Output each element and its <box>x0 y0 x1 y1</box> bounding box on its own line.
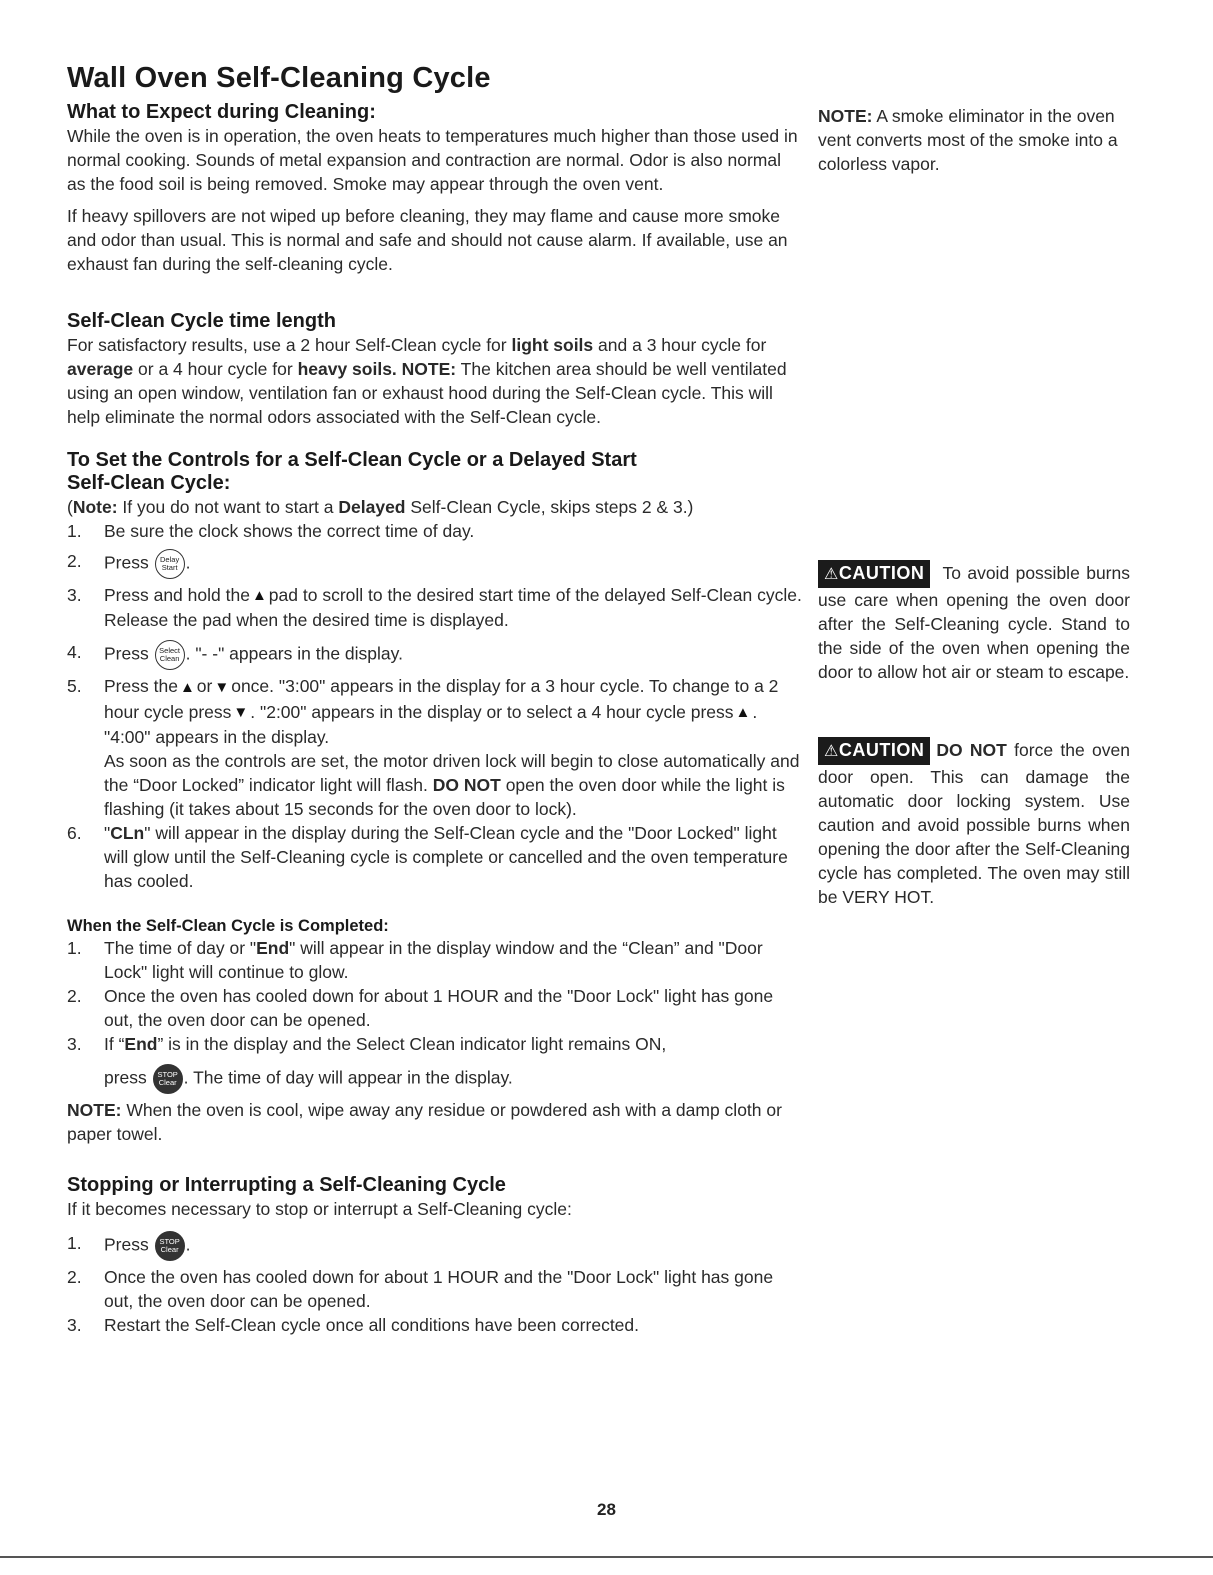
stop-clear-button-icon: STOP Clear <box>155 1231 185 1261</box>
down-arrow-icon: ▼ <box>233 704 249 722</box>
list-item: 2. Once the oven has cooled down for about 1 HOUR and the "Door Lock" light has gone out, the oven door can be opened. <box>67 1267 774 1312</box>
set-steps-list <box>67 519 802 893</box>
caution-box-2: ⚠CAUTION DO NOT force the oven door open. This can damage the automatic door locking system. Use caution and avoid possible burns when opening the door after the Self-Cleaning cycle has completed. The oven may still be VERY HOT. <box>818 737 1130 909</box>
up-arrow-icon: ▲ <box>251 587 267 605</box>
list-item: 5. Press the ▲ or ▼ once. "3:00" appears in the display for a 3 hour cycle. To change to a 2 hour cycle press ▼ . "2:00" appears in the display or to select a 4 hour cycle press ▲ . "4:00" appears in the display. As soon as the controls are set, the motor driven lock will begin to close automatically and the “Door Locked” indicator light will flash. DO NOT open the oven door while the light is flashing (it takes about 15 seconds for the oven door to lock). <box>67 676 800 820</box>
caution-badge: ⚠CAUTION <box>818 560 930 588</box>
expect-paragraph-1: While the oven is in operation, the oven heats to temperatures much higher than those used in normal cooking. Sounds of metal expansion and contraction are normal. Odor is also normal as the food soil is being removed. Smoke may appear through the oven vent. <box>67 126 798 194</box>
expect-paragraph-2: If heavy spillovers are not wiped up before cleaning, they may flame and cause more smoke and odor than usual. This is normal and safe and should not cause alarm. If available, use an exhaust fan during the self-cleaning cycle. <box>67 206 788 274</box>
expect-heading: What to Expect during Cleaning: <box>67 101 376 123</box>
main-column <box>67 62 802 1337</box>
list-item: 1. Be sure the clock shows the correct time of day. <box>67 521 475 541</box>
list-item: 4. Press Select Clean . "- -" appears in the display. <box>67 640 802 670</box>
list-item: 3. Press and hold the ▲ pad to scroll to the desired start time of the delayed Self-Clean cycle. Release the pad when the desired time is displayed. <box>67 585 802 631</box>
warning-icon: ⚠ <box>824 566 839 583</box>
length-paragraph: For satisfactory results, use a 2 hour Self-Clean cycle for light soils and a 3 hour cycle for average or a 4 hour cycle for heavy soils. NOTE: The kitchen area should be well ventilated using an open window, ventilation fan or exhaust hood during the Self-Clean cycle. This will help eliminate the normal odors associated with the Self-Clean cycle. <box>67 335 787 427</box>
stop-clear-button-icon: STOP Clear <box>153 1064 183 1094</box>
up-arrow-icon: ▲ <box>735 704 751 722</box>
length-heading: Self-Clean Cycle time length <box>67 310 336 332</box>
sidebar-note: NOTE: A smoke eliminator in the oven vent converts most of the smoke into a colorless vapor. <box>818 106 1118 174</box>
down-arrow-icon: ▼ <box>214 678 230 696</box>
completed-note: NOTE: When the oven is cool, wipe away any residue or powdered ash with a damp cloth or paper towel. <box>67 1100 782 1145</box>
caution-box-1: ⚠CAUTION To avoid possible burns use care when opening the oven door after the Self-Cleaning cycle. Stand to the side of the oven when opening the door to allow hot air or steam to escape. <box>818 560 1130 684</box>
completed-heading: When the Self-Clean Cycle is Completed: <box>67 917 389 936</box>
bottom-rule <box>0 1556 1213 1558</box>
list-item: 3. If “End” is in the display and the Select Clean indicator light remains ON, press STOP Clear . The time of day will appear in the display. <box>67 1032 802 1094</box>
list-item: 3. Restart the Self-Clean cycle once all conditions have been corrected. <box>67 1315 640 1336</box>
up-arrow-icon: ▲ <box>179 678 195 696</box>
list-item: 2. Once the oven has cooled down for about 1 HOUR and the "Door Lock" light has gone out, the oven door can be opened. <box>67 986 774 1031</box>
list-item: 1. The time of day or "End" will appear in the display window and the “Clean” and "Door Lock" light will continue to glow. <box>67 938 763 983</box>
set-note: (Note: If you do not want to start a Delayed Self-Clean Cycle, skips steps 2 & 3.) <box>67 497 694 517</box>
completed-steps-list <box>67 936 802 1094</box>
page-title: Wall Oven Self-Cleaning Cycle <box>67 62 491 94</box>
page-number: 28 <box>597 1500 616 1519</box>
stopping-steps-list <box>67 1231 802 1337</box>
list-item: 1. Press STOP Clear . <box>67 1231 802 1261</box>
warning-icon: ⚠ <box>824 743 839 760</box>
stopping-intro: If it becomes necessary to stop or interrupt a Self-Cleaning cycle: <box>67 1199 572 1220</box>
caution-badge: ⚠CAUTION <box>818 737 930 765</box>
list-item: 2. Press Delay Start . <box>67 549 802 579</box>
delay-start-button-icon: Delay Start <box>155 549 185 579</box>
select-clean-button-icon: Select Clean <box>155 640 185 670</box>
set-controls-heading: To Set the Controls for a Self-Clean Cycle or a Delayed Start Self-Clean Cycle: <box>67 449 637 494</box>
stopping-heading: Stopping or Interrupting a Self-Cleaning Cycle <box>67 1174 506 1197</box>
list-item: 6. "CLn" will appear in the display during the Self-Clean cycle and the "Door Locked" light will glow until the Self-Cleaning cycle is complete or cancelled and the oven temperature has cooled. <box>67 823 788 892</box>
